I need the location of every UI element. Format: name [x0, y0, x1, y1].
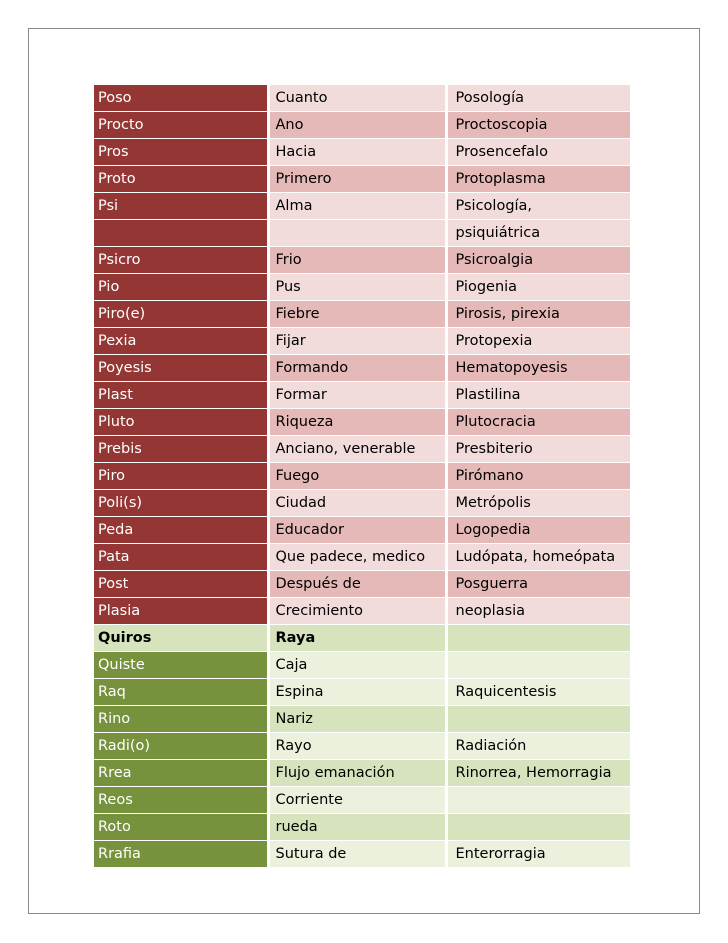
meaning-cell: Flujo emanación [268, 760, 446, 787]
example-cell: Raquicentesis [446, 679, 630, 706]
example-cell: Radiación [446, 733, 630, 760]
example-cell: Pirosis, pirexia [446, 301, 630, 328]
table-row [94, 598, 630, 625]
prefix-cell: Post [94, 571, 268, 598]
prefix-cell: Reos [94, 787, 268, 814]
meaning-cell: Hacia [268, 139, 446, 166]
prefix-cell: Psi [94, 193, 268, 220]
example-cell: Psicroalgia [446, 247, 630, 274]
meaning-cell: Cuanto [268, 85, 446, 112]
table-row [94, 139, 630, 166]
example-cell: neoplasia [446, 598, 630, 625]
prefix-cell: Rrea [94, 760, 268, 787]
meaning-cell: Anciano, venerable [268, 436, 446, 463]
meaning-cell: Espina [268, 679, 446, 706]
example-cell: psiquiátrica [446, 220, 630, 247]
prefix-cell: Raq [94, 679, 268, 706]
example-cell: Plastilina [446, 382, 630, 409]
table-row [94, 571, 630, 598]
table-row [94, 193, 630, 220]
table-row [94, 166, 630, 193]
meaning-cell: Fijar [268, 328, 446, 355]
prefix-cell: Pio [94, 274, 268, 301]
meaning-cell: Caja [268, 652, 446, 679]
meaning-cell: Primero [268, 166, 446, 193]
meaning-cell: Riqueza [268, 409, 446, 436]
prefix-cell: Plast [94, 382, 268, 409]
table-row [94, 733, 630, 760]
prefix-table [94, 84, 630, 867]
prefix-cell: Piro(e) [94, 301, 268, 328]
meaning-cell: Sutura de [268, 841, 446, 868]
meaning-cell: Crecimiento [268, 598, 446, 625]
table-row [94, 625, 630, 652]
table-row [94, 841, 630, 868]
prefix-cell: Pexia [94, 328, 268, 355]
prefix-cell: Rino [94, 706, 268, 733]
meaning-cell: rueda [268, 814, 446, 841]
prefix-cell: Poyesis [94, 355, 268, 382]
table-row [94, 517, 630, 544]
meaning-cell: Formando [268, 355, 446, 382]
prefix-cell: Prebis [94, 436, 268, 463]
prefix-cell: Peda [94, 517, 268, 544]
prefix-cell: Psicro [94, 247, 268, 274]
example-cell [446, 652, 630, 679]
table-row [94, 85, 630, 112]
example-cell: Plutocracia [446, 409, 630, 436]
example-cell: Ludópata, homeópata [446, 544, 630, 571]
prefix-cell: Proto [94, 166, 268, 193]
example-cell [446, 787, 630, 814]
prefix-cell: Piro [94, 463, 268, 490]
table-row [94, 409, 630, 436]
meaning-cell: Corriente [268, 787, 446, 814]
table-row [94, 436, 630, 463]
table-row [94, 274, 630, 301]
meaning-cell: Ano [268, 112, 446, 139]
example-cell [446, 625, 630, 652]
example-cell: Pirómano [446, 463, 630, 490]
table-row [94, 247, 630, 274]
meaning-cell: Formar [268, 382, 446, 409]
example-cell: Protoplasma [446, 166, 630, 193]
prefix-cell: Roto [94, 814, 268, 841]
table-row [94, 328, 630, 355]
table-row [94, 490, 630, 517]
meaning-cell: Rayo [268, 733, 446, 760]
table-row [94, 463, 630, 490]
example-cell: Prosencefalo [446, 139, 630, 166]
table-row [94, 706, 630, 733]
prefix-cell: Poso [94, 85, 268, 112]
meaning-cell: Educador [268, 517, 446, 544]
example-cell: Proctoscopia [446, 112, 630, 139]
table-row [94, 112, 630, 139]
example-cell: Metrópolis [446, 490, 630, 517]
example-cell: Rinorrea, Hemorragia [446, 760, 630, 787]
prefix-cell: Pluto [94, 409, 268, 436]
meaning-cell: Raya [268, 625, 446, 652]
meaning-cell: Fuego [268, 463, 446, 490]
example-cell: Presbiterio [446, 436, 630, 463]
table-row [94, 787, 630, 814]
meaning-cell: Pus [268, 274, 446, 301]
meaning-cell: Frio [268, 247, 446, 274]
example-cell: Posguerra [446, 571, 630, 598]
prefix-cell: Poli(s) [94, 490, 268, 517]
table-row [94, 220, 630, 247]
prefix-cell: Quiste [94, 652, 268, 679]
table-body [94, 85, 630, 868]
meaning-cell: Alma [268, 193, 446, 220]
meaning-cell: Que padece, medico [268, 544, 446, 571]
example-cell: Piogenia [446, 274, 630, 301]
table-row [94, 679, 630, 706]
prefix-cell: Rrafia [94, 841, 268, 868]
prefix-cell: Pata [94, 544, 268, 571]
meaning-cell: Fiebre [268, 301, 446, 328]
table-row [94, 355, 630, 382]
example-cell: Hematopoyesis [446, 355, 630, 382]
example-cell [446, 814, 630, 841]
example-cell: Protopexia [446, 328, 630, 355]
meaning-cell [268, 220, 446, 247]
example-cell: Logopedia [446, 517, 630, 544]
table-row [94, 760, 630, 787]
prefix-cell: Plasia [94, 598, 268, 625]
example-cell: Enterorragia [446, 841, 630, 868]
prefix-cell [94, 220, 268, 247]
meaning-cell: Nariz [268, 706, 446, 733]
meaning-cell: Ciudad [268, 490, 446, 517]
example-cell [446, 706, 630, 733]
prefix-cell: Procto [94, 112, 268, 139]
meaning-cell: Después de [268, 571, 446, 598]
table-row [94, 652, 630, 679]
table-row [94, 544, 630, 571]
example-cell: Posología [446, 85, 630, 112]
prefix-cell: Radi(o) [94, 733, 268, 760]
table-row [94, 301, 630, 328]
table-row [94, 814, 630, 841]
prefix-cell: Quiros [94, 625, 268, 652]
table-row [94, 382, 630, 409]
prefix-cell: Pros [94, 139, 268, 166]
example-cell: Psicología, [446, 193, 630, 220]
